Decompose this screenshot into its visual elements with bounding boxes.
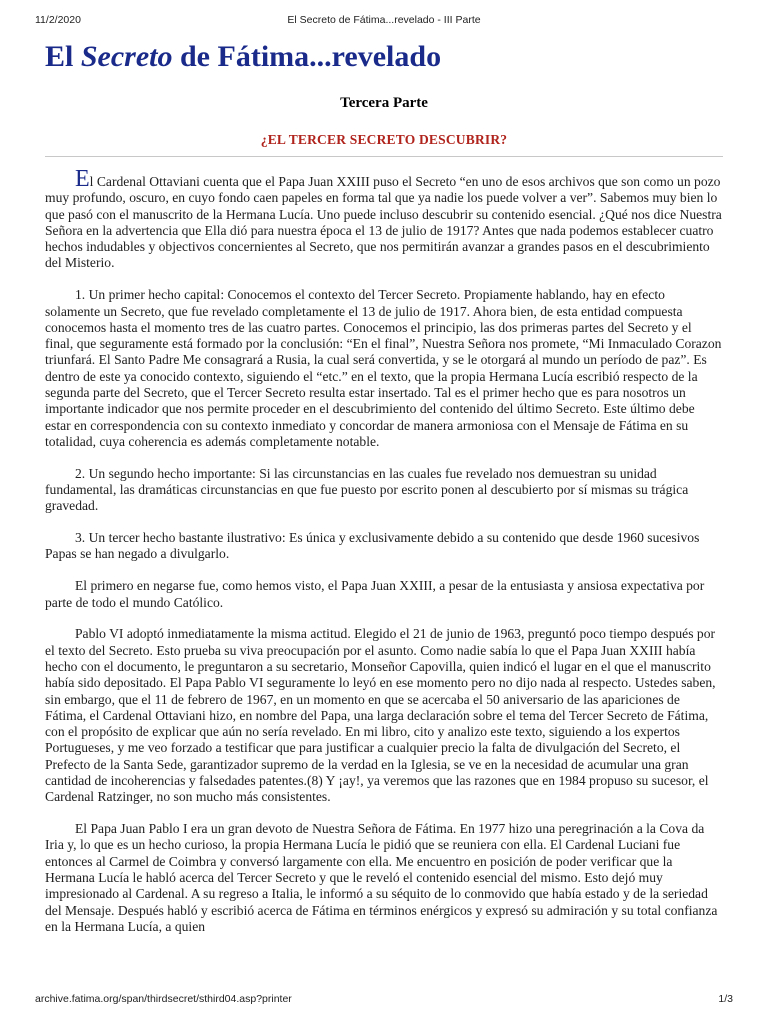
title-pre: El	[45, 40, 81, 73]
print-page-number: 1/3	[718, 993, 733, 1005]
paragraph: 3. Un tercer hecho bastante ilustrativo: Es única y exclusivamente debido a su contenido que desde 1960 sucesivos Papas se han negado a divulgarlo.	[45, 530, 700, 562]
print-url: archive.fatima.org/span/thirdsecret/sthird04.asp?printer	[35, 993, 292, 1005]
drop-cap: E	[75, 166, 90, 192]
paragraph: Pablo VI adoptó inmediatamente la misma actitud. Elegido el 21 de junio de 1963, preguntó poco tiempo después por el texto del Secreto. Esto prueba su viva preocupación por el asunto. Como nadie sabía lo que el Papa Juan XXIII había hecho con el documento, le preguntaron a su secretario, Monseñor Capovilla, quien indicó el lugar en el que el manuscrito había sido depositado. El Papa Pablo VI seguramente lo leyó en ese momento pero no dijo nada al respecto. Ustedes saben, sin embargo, que el 11 de febrero de 1967, en un momento en que se acercaba el 50 aniversario de las apariciones de Fátima, el Cardenal Ottaviani hizo, en nombre del Papa, una larga declaración sobre el tema del Tercer Secreto de Fátima, con el propósito de explicar que aún no sería revelado. En mi libro, cito y analizo este texto, siguiendo a los expertos Portugueses, y me veo forzado a testificar que para justificar a cualquier precio la falta de divulgación del Secreto, el Prefecto de la Santa Sede, garantizador supremo de la verdad en la Iglesia, se ve en la necesidad de acumular una gran cantidad de incoherencias y falsedades patentes.(8) Y ¡ay!, ya veremos que las razones que en 1984 propuso su sucesor, el Cardenal Ratzinger, no son mucho más consistentes.	[45, 626, 716, 805]
paragraph-text: l Cardenal Ottaviani cuenta que el Papa Juan XXIII puso el Secreto “en uno de esos archivos que son como un pozo muy profundo, oscuro, en cuyo fondo caen papeles en forma tal que ya nadie los puede volver a ver”. Sabemos muy bien lo que pasó con el manuscrito de la Hermana Lucía. Uno puede incluso descubrir su contenido esencial. ¿Qué nos dice Nuestra Señora en la advertencia que Ella dió para nuestra época el 13 de julio de 1917? Antes que nada podemos establecer cuatro hechos indudables y objectivos concernientes al Secreto, que nos permitirán avanzar a grandes pasos en el descubrimiento del Misterio.	[45, 174, 722, 271]
paragraph: 2. Un segundo hecho importante: Si las circunstancias en las cuales fue revelado nos demuestran su unidad fundamental, las dramáticas circunstancias en que fue puesto por escrito ponen al descubierto por sí mismas su trágica gravedad.	[45, 465, 689, 514]
title-post: de Fátima...revelado	[172, 40, 442, 73]
print-header	[35, 14, 733, 26]
paragraph: El Papa Juan Pablo I era un gran devoto de Nuestra Señora de Fátima. En 1977 hizo una peregrinación a la Cova da Iria y, lo que es un hecho curioso, la propia Hermana Lucía le pidió que se reuniera con ella. El Cardenal Luciani fue entonces al Carmel de Coimbra y conversó largamente con ella. Me encuentro en posición de poder verificar que la Hermana Lucía le habló acerca del Tercer Secreto y que le reveló el contenido esencial del mismo. Esto dejó muy impresionado al Cardenal. A su regreso a Italia, le informó a su séquito de lo conmovido que había estado y de la seriedad del Mensaje. Después habló y escribió acerca de Fátima en términos enérgicos y expresó su admiración y su total confianza en la Hermana Lucía, a quien	[45, 821, 718, 934]
print-footer	[35, 993, 733, 1005]
print-doc-title: El Secreto de Fátima...revelado - III Parte	[287, 14, 481, 26]
divider	[45, 156, 723, 157]
paragraph: 1. Un primer hecho capital: Conocemos el contexto del Tercer Secreto. Propiamente hablando, hay en efecto solamente un Secreto, que fue revelado completamente el 13 de julio de 1917. Ahora bien, de esta entidad compuesta conocemos hasta el momento tres de las cuatro partes. Conocemos el principio, las dos primeras partes del Secreto y el final, que seguramente está formado por la conclusión: “En el final”, Nuestra Señora nos promete, “Mi Inmaculado Corazon triunfará. El Santo Padre Me consagrará a Rusia, la cual será convertida, y se le otorgará al mundo un período de paz”. Es dentro de este ya conocido contexto, siguiendo el “etc.” en el texto, que la propia Hermana Lucía escribió respecto de la segunda parte del Secreto, que el Tercer Secreto resulta estar insertado. Tal es el primer hecho que es para nosotros un importante indicador que nos permite proceder en el descubrimiento del contenido del último Secreto. Este último debe estar en correspondencia con su contexto inmediato y concordar de manera armoniosa con el Mensaje de Fátima en su totalidad, cuya coherencia es además completamente notable.	[45, 287, 722, 449]
part-subtitle: Tercera Parte	[340, 95, 428, 111]
paragraph	[45, 166, 723, 272]
paragraph: El primero en negarse fue, como hemos visto, el Papa Juan XXIII, a pesar de la entusiasta y ansiosa expectativa por parte de todo el mundo Católico.	[45, 578, 705, 610]
section-heading: ¿EL TERCER SECRETO DESCUBRIR?	[260, 132, 508, 147]
page-title	[45, 40, 441, 74]
title-italic: Secreto	[80, 40, 173, 73]
print-date: 11/2/2020	[35, 14, 81, 26]
article-body	[45, 166, 723, 951]
